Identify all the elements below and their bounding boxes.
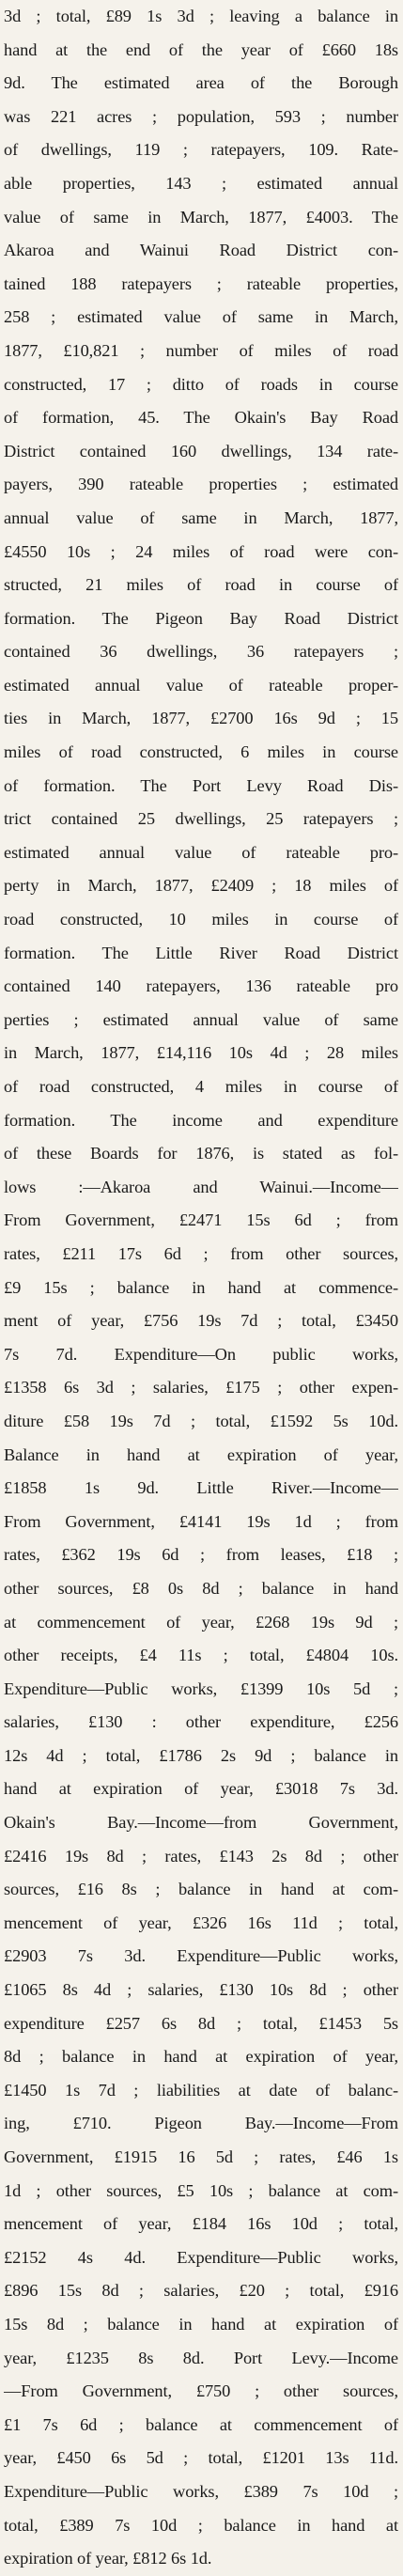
- text-line: rates, £362 19s 6d ; from leases, £18 ;: [4, 1545, 398, 1565]
- text-line: at commencement of year, £268 19s 9d ;: [4, 1612, 398, 1631]
- text-line: Government, £1915 16 5d ; rates, £46 1s: [4, 2147, 398, 2166]
- text-line: 1d ; other sources, £5 10s ; balance at com-: [4, 2180, 398, 2200]
- text-line: mencement of year, £184 16s 10d ; total,: [4, 2214, 398, 2234]
- text-line: formation. The Pigeon Bay Road District: [4, 608, 398, 628]
- text-line: other sources, £8 0s 8d ; balance in hand: [4, 1578, 398, 1598]
- text-line: year, £450 6s 5d ; total, £1201 13s 11d.: [4, 2448, 398, 2468]
- text-line: of formation. The Port Levy Road Dis-: [4, 775, 398, 795]
- text-line: annual value of same in March, 1877,: [4, 507, 398, 527]
- text-line: £1450 1s 7d ; liabilities at date of balanc-: [4, 2080, 398, 2100]
- text-line: salaries, £130 : other expenditure, £256: [4, 1712, 398, 1732]
- text-line: lows :—Akaroa and Wainui.—Income—: [4, 1177, 398, 1196]
- text-line: From Government, £2471 15s 6d ; from: [4, 1210, 398, 1230]
- text-line: £2416 19s 8d ; rates, £143 2s 8d ; other: [4, 1846, 398, 1866]
- text-line: expenditure £257 6s 8d ; total, £1453 5s: [4, 2013, 398, 2033]
- text-line: £4550 10s ; 24 miles of road were con-: [4, 541, 398, 561]
- text-line: District contained 160 dwellings, 134 rate-: [4, 441, 398, 461]
- text-line: £1065 8s 4d ; salaries, £130 10s 8d ; other: [4, 1980, 398, 2000]
- text-line: tained 188 ratepayers ; rateable properties,: [4, 273, 398, 293]
- text-line: trict contained 25 dwellings, 25 ratepayers ;: [4, 809, 398, 829]
- text-line: 3d ; total, £89 1s 3d ; leaving a balance in: [4, 7, 398, 25]
- text-line: mencement of year, £326 16s 11d ; total,: [4, 1912, 398, 1932]
- article-column: [4, 0, 398, 2576]
- text-line: £1858 1s 9d. Little River.—Income—: [4, 1478, 398, 1498]
- text-line: 9d. The estimated area of the Borough: [4, 73, 398, 93]
- text-line: ment of year, £756 19s 7d ; total, £3450: [4, 1311, 398, 1331]
- text-line: £9 15s ; balance in hand at commence-: [4, 1277, 398, 1297]
- text-line: Okain's Bay.—Income—from Government,: [4, 1813, 398, 1833]
- text-line: 12s 4d ; total, £1786 2s 9d ; balance in: [4, 1745, 398, 1765]
- text-line: total, £389 7s 10d ; balance in hand at: [4, 2515, 398, 2535]
- text-line: Balance in hand at expiration of year,: [4, 1444, 398, 1464]
- text-line: From Government, £4141 19s 1d ; from: [4, 1511, 398, 1531]
- text-line: £1358 6s 3d ; salaries, £175 ; other expen-: [4, 1378, 398, 1397]
- text-line: of formation, 45. The Okain's Bay Road: [4, 408, 398, 428]
- text-line: ties in March, 1877, £2700 16s 9d ; 15: [4, 709, 398, 728]
- text-line: hand at expiration of year, £3018 7s 3d.: [4, 1779, 398, 1799]
- text-line: Expenditure—Public works, £1399 10s 5d ;: [4, 1678, 398, 1698]
- text-line: 7s 7d. Expenditure—On public works,: [4, 1344, 398, 1364]
- text-line: value of same in March, 1877, £4003. The: [4, 207, 398, 226]
- text-line: of road constructed, 4 miles in course of: [4, 1077, 398, 1096]
- text-line: able properties, 143 ; estimated annual: [4, 173, 398, 193]
- text-line: Expenditure—Public works, £389 7s 10d ;: [4, 2481, 398, 2501]
- text-line: year, £1235 8s 8d. Port Levy.—Income: [4, 2348, 398, 2367]
- text-line: miles of road constructed, 6 miles in course: [4, 742, 398, 762]
- text-line: £896 15s 8d ; salaries, £20 ; total, £916: [4, 2281, 398, 2301]
- text-line: payers, 390 rateable properties ; estimated: [4, 475, 398, 494]
- text-line: rates, £211 17s 6d ; from other sources,: [4, 1243, 398, 1263]
- text-line: estimated annual value of rateable proper-: [4, 675, 398, 695]
- text-line: constructed, 17 ; ditto of roads in course: [4, 374, 398, 394]
- text-line: 15s 8d ; balance in hand at expiration of: [4, 2314, 398, 2334]
- text-line: —From Government, £750 ; other sources,: [4, 2381, 398, 2401]
- text-line: formation. The income and expenditure: [4, 1110, 398, 1130]
- text-line: perty in March, 1877, £2409 ; 18 miles of: [4, 876, 398, 896]
- text-line: Akaroa and Wainui Road District con-: [4, 241, 398, 260]
- text-line: road constructed, 10 miles in course of: [4, 910, 398, 929]
- text-line: £1 7s 6d ; balance at commencement of: [4, 2414, 398, 2434]
- text-line: diture £58 19s 7d ; total, £1592 5s 10d.: [4, 1411, 398, 1430]
- text-line: £2903 7s 3d. Expenditure—Public works,: [4, 1946, 398, 1966]
- text-line: perties ; estimated annual value of same: [4, 1009, 398, 1029]
- text-line: contained 140 ratepayers, 136 rateable pro: [4, 976, 398, 996]
- text-line: sources, £16 8s ; balance in hand at com-: [4, 1880, 398, 1899]
- text-line: estimated annual value of rateable pro-: [4, 842, 398, 862]
- text-line: in March, 1877, £14,116 10s 4d ; 28 miles: [4, 1043, 398, 1063]
- text-line: hand at the end of the year of £660 18s: [4, 39, 398, 59]
- text-line: 8d ; balance in hand at expiration of year,: [4, 2047, 398, 2067]
- text-line: of these Boards for 1876, is stated as fol-: [4, 1144, 398, 1163]
- text-line: ing, £710. Pigeon Bay.—Income—From: [4, 2114, 398, 2133]
- text-line: contained 36 dwellings, 36 ratepayers ;: [4, 642, 398, 662]
- text-line: expiration of year, £812 6s 1d.: [4, 2549, 212, 2568]
- text-line: was 221 acres ; population, 593 ; number: [4, 106, 398, 126]
- text-line: of dwellings, 119 ; ratepayers, 109. Rate-: [4, 140, 398, 160]
- text-line: 258 ; estimated value of same in March,: [4, 307, 398, 327]
- text-line: formation. The Little River Road District: [4, 943, 398, 962]
- text-line: other receipts, £4 11s ; total, £4804 10s.: [4, 1646, 398, 1665]
- text-line: structed, 21 miles of road in course of: [4, 575, 398, 595]
- text-line: 1877, £10,821 ; number of miles of road: [4, 340, 398, 360]
- text-line: £2152 4s 4d. Expenditure—Public works,: [4, 2247, 398, 2267]
